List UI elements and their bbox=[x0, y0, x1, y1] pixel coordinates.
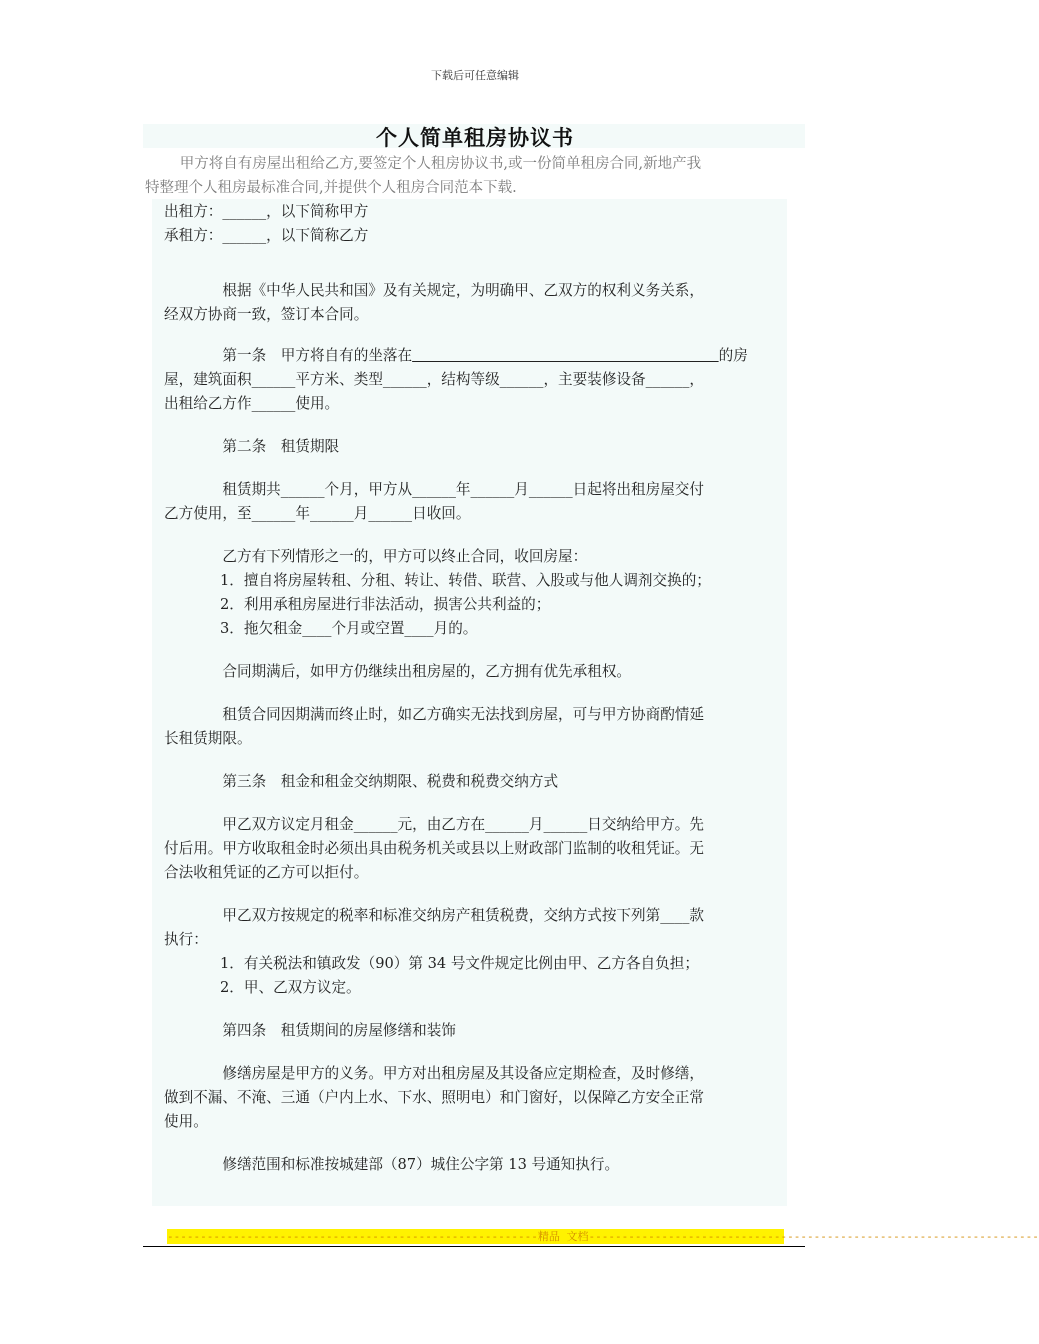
paragraph-line: 屋，建筑面积______平方米、类型______，结构等级______，主要装修设备______， bbox=[164, 371, 704, 388]
footer-divider bbox=[143, 1246, 805, 1247]
intro-paragraph bbox=[145, 152, 805, 200]
article-4-heading: 第四条 租赁期间的房屋修缮和装饰 bbox=[222, 1022, 456, 1039]
paragraph-line: 合法收租凭证的乙方可以拒付。 bbox=[164, 864, 369, 881]
intro-line: 特整理个人租房最标准合同,并提供个人租房合同范本下载. bbox=[145, 180, 517, 196]
lessor-line: 出租方：______，以下简称甲方 bbox=[164, 203, 369, 220]
paragraph-line: 租赁合同因期满而终止时，如乙方确实无法找到房屋，可与甲方协商酌情延 bbox=[222, 706, 704, 723]
list-item: 3．拖欠租金____个月或空置____月的。 bbox=[220, 620, 478, 637]
document-title: 个人简单租房协议书 bbox=[376, 125, 574, 150]
intro-line: 甲方将自有房屋出租给乙方,要签定个人租房协议书,或一份简单租房合同,新地产我 bbox=[179, 156, 702, 172]
contract-body bbox=[164, 200, 779, 1177]
article-2-heading: 第二条 租赁期限 bbox=[222, 438, 340, 455]
paragraph-line: 甲乙双方议定月租金______元，由乙方在______月______日交纳给甲方。先 bbox=[222, 816, 704, 833]
article-3-heading: 第三条 租金和租金交纳期限、税费和税费交纳方式 bbox=[222, 773, 559, 790]
paragraph-line: 修缮房屋是甲方的义务。甲方对出租房屋及其设备应定期检查，及时修缮， bbox=[222, 1065, 704, 1082]
list-item: 2．利用承租房屋进行非法活动，损害公共利益的； bbox=[220, 596, 551, 613]
paragraph-line: 租赁期共______个月，甲方从______年______月______日起将出租房屋交付 bbox=[222, 481, 704, 498]
paragraph-line: 甲乙双方按规定的税率和标准交纳房产租赁税费，交纳方式按下列第____款 bbox=[222, 907, 704, 924]
paragraph-line: 根据《中华人民共和国》及有关规定，为明确甲、乙双方的权利义务关系， bbox=[222, 282, 704, 299]
paragraph-line: 出租给乙方作______使用。 bbox=[164, 395, 340, 412]
paragraph-line: 长租赁期限。 bbox=[164, 730, 252, 747]
lessee-line: 承租方：______，以下简称乙方 bbox=[164, 227, 369, 244]
paragraph-line: 修缮范围和标准按城建部（87）城住公字第 13 号通知执行。 bbox=[222, 1156, 620, 1173]
address-blank bbox=[412, 347, 718, 364]
list-item: 1．擅自将房屋转租、分租、转让、转借、联营、入股或与他人调剂交换的； bbox=[220, 572, 711, 589]
footer-banner: --------------------------------------------------------精品 文档-------------------------------------------------------------------- bbox=[167, 1230, 1039, 1243]
paragraph-line: 乙方使用，至______年______月______日收回。 bbox=[164, 505, 471, 522]
paragraph-line: 合同期满后，如甲方仍继续出租房屋的，乙方拥有优先承租权。 bbox=[222, 663, 632, 680]
list-item: 2．甲、乙双方议定。 bbox=[220, 979, 361, 996]
page-header-note: 下载后可任意编辑 bbox=[431, 69, 519, 82]
article-1-text: 第一条 甲方将自有的坐落在 bbox=[222, 347, 413, 364]
article-1-text-end: 的房 bbox=[718, 347, 748, 364]
list-item: 1．有关税法和镇政发（90）第 34 号文件规定比例由甲、乙方各自负担； bbox=[220, 955, 699, 972]
paragraph-line: 做到不漏、不淹、三通（户内上水、下水、照明电）和门窗好，以保障乙方安全正常 bbox=[164, 1089, 704, 1106]
paragraph-line: 经双方协商一致，签订本合同。 bbox=[164, 306, 369, 323]
paragraph-line: 执行： bbox=[164, 931, 208, 948]
paragraph-line: 使用。 bbox=[164, 1113, 208, 1130]
termination-intro: 乙方有下列情形之一的，甲方可以终止合同，收回房屋： bbox=[222, 548, 588, 565]
article-1-line bbox=[164, 344, 779, 368]
paragraph-line: 付后用。甲方收取租金时必须出具由税务机关或县以上财政部门监制的收租凭证。无 bbox=[164, 840, 704, 857]
